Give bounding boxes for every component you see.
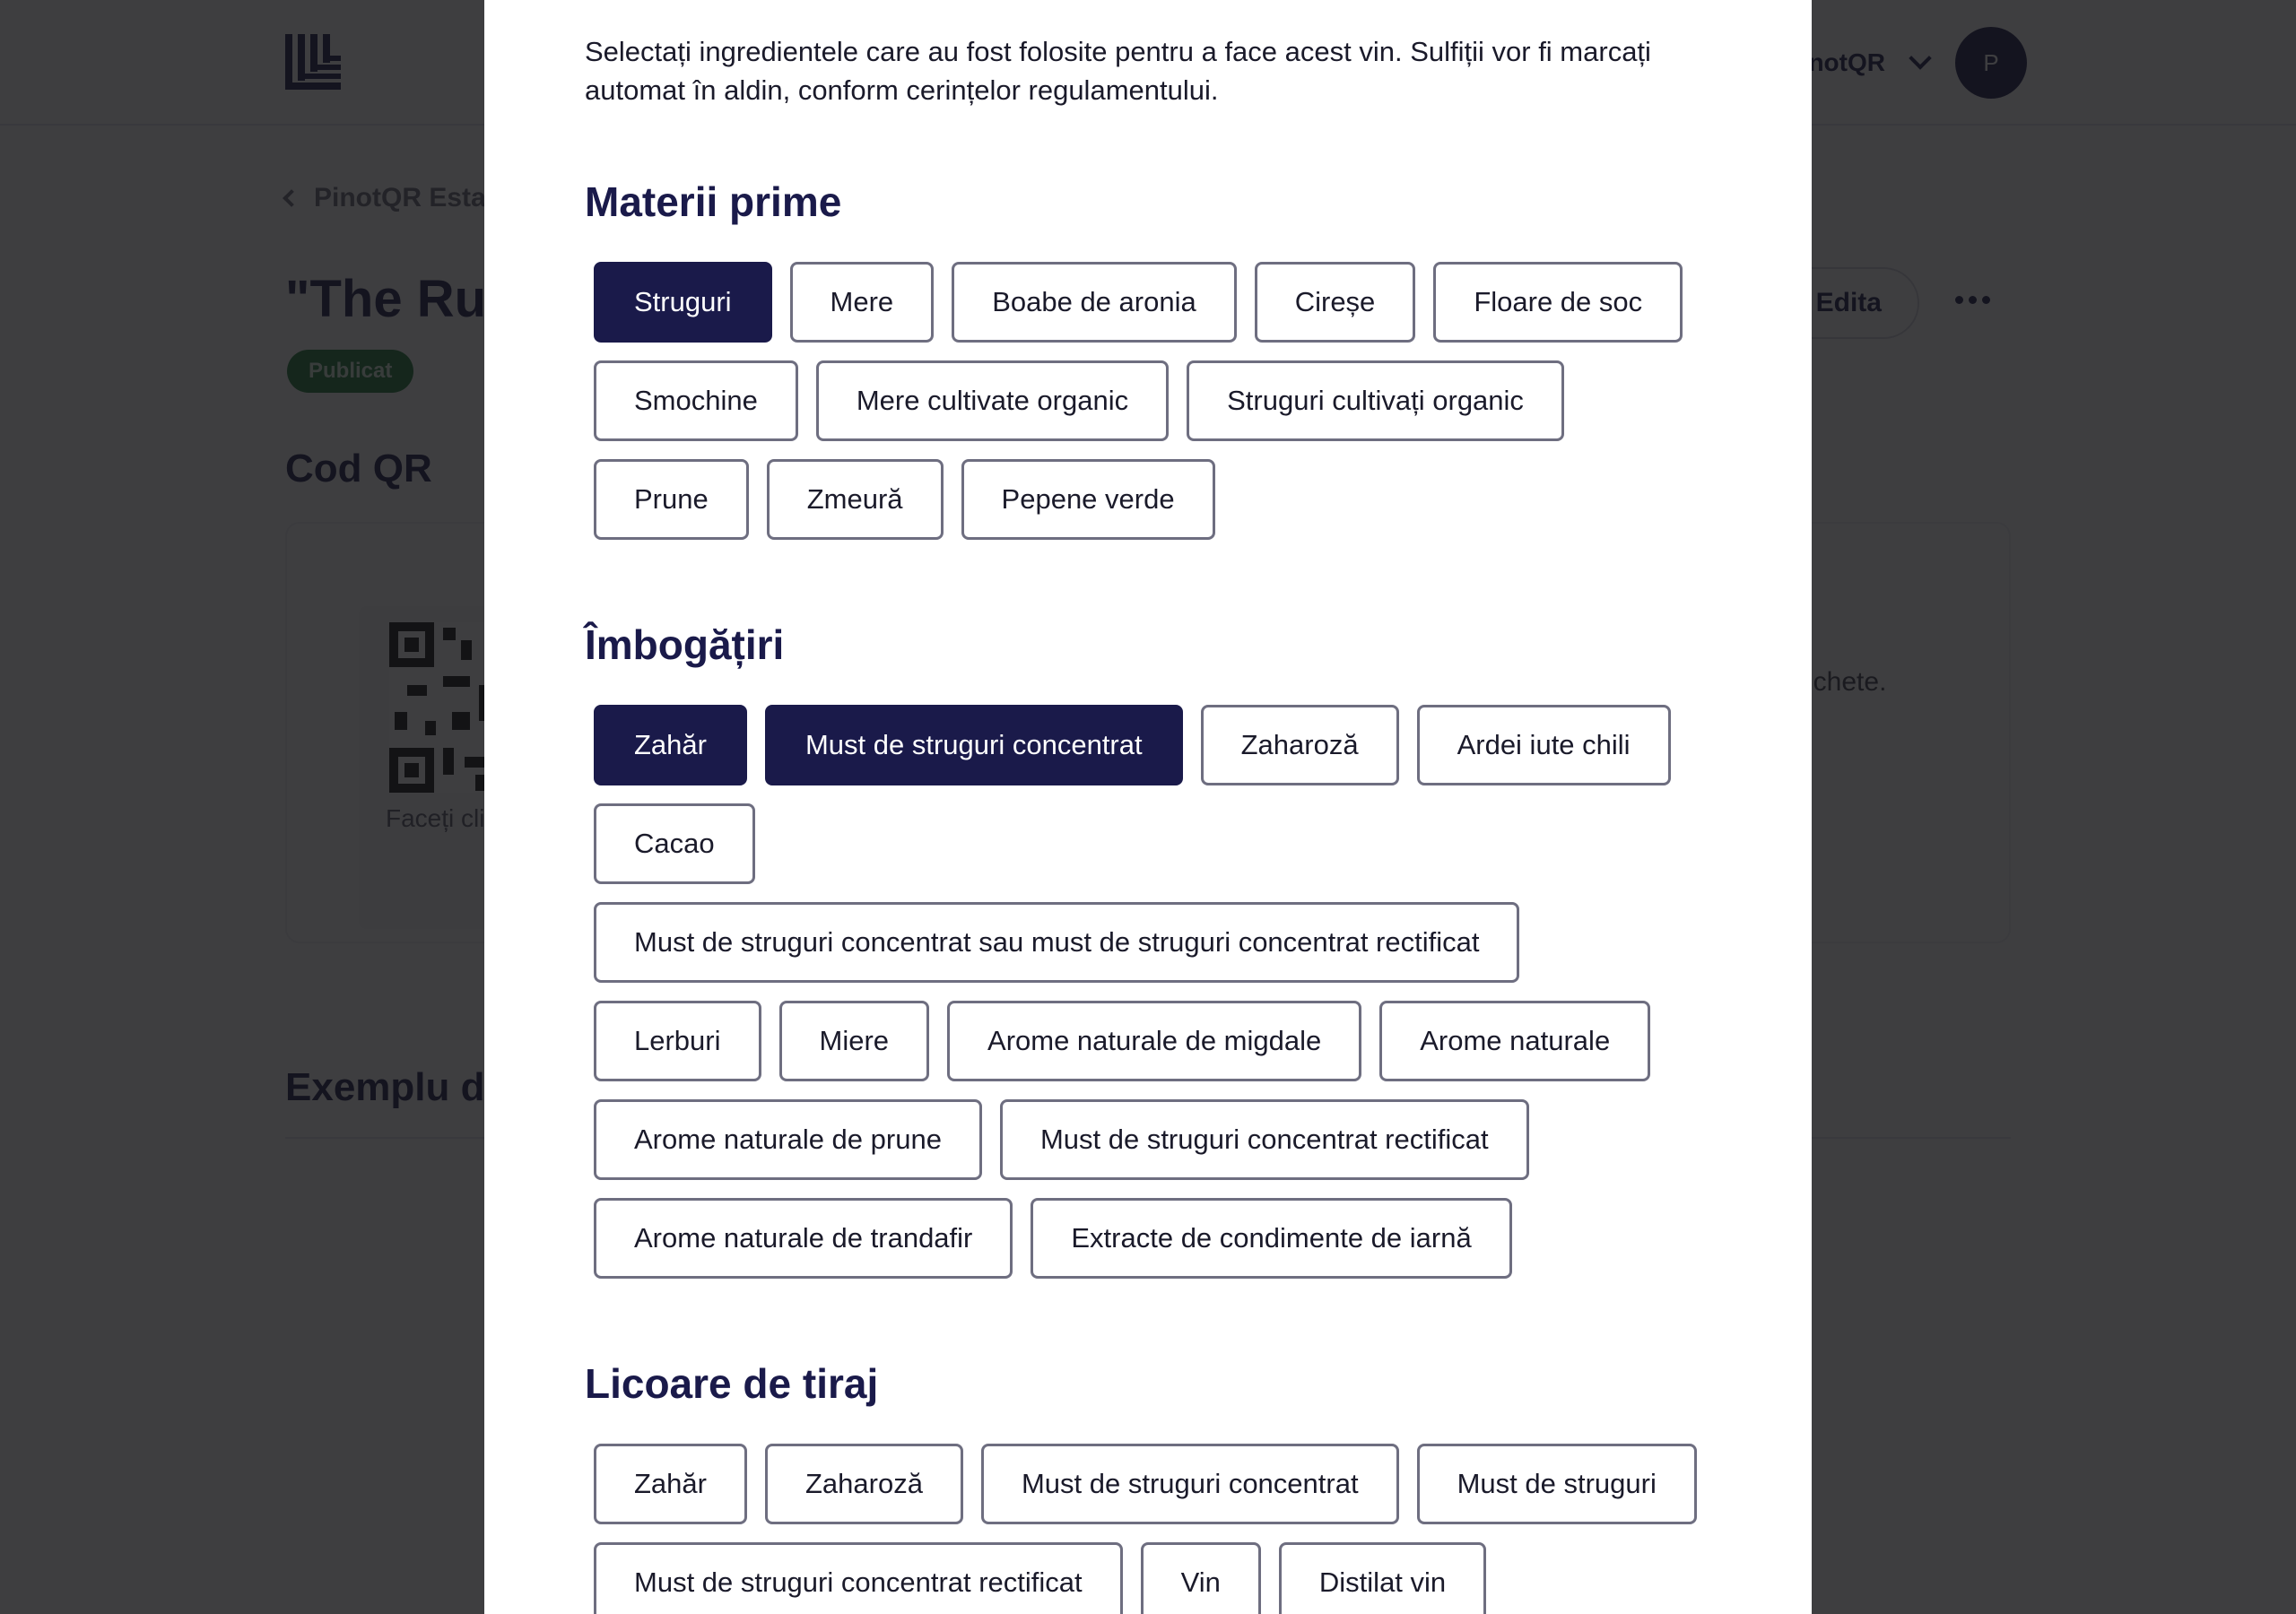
- ingredient-chip[interactable]: Pepene verde: [961, 459, 1215, 540]
- chip-row: [594, 1198, 1512, 1279]
- ingredients-modal: [484, 0, 1812, 1614]
- chip-row: [594, 902, 1519, 983]
- ingredient-chip[interactable]: Must de struguri concentrat: [765, 705, 1183, 785]
- chip-row: [594, 360, 1564, 441]
- ingredient-chip[interactable]: Zaharoză: [1201, 705, 1399, 785]
- ingredient-chip[interactable]: Arome naturale de trandafir: [594, 1198, 1013, 1279]
- ingredient-chip[interactable]: Mere: [790, 262, 935, 343]
- ingredient-chip[interactable]: Extracte de condimente de iarnă: [1031, 1198, 1511, 1279]
- ingredient-chip[interactable]: Struguri cultivați organic: [1187, 360, 1564, 441]
- chip-row: [594, 262, 1683, 343]
- ingredient-chip[interactable]: Must de struguri concentrat rectificat: [594, 1542, 1123, 1614]
- section-title-materii-prime: Materii prime: [585, 178, 842, 225]
- ingredient-chip[interactable]: Zahăr: [594, 1444, 747, 1524]
- ingredient-chip[interactable]: Prune: [594, 459, 749, 540]
- ingredient-chip[interactable]: Miere: [779, 1001, 930, 1081]
- section-title-imbogatiri: Îmbogățiri: [585, 621, 785, 668]
- ingredient-chip[interactable]: Ardei iute chili: [1417, 705, 1671, 785]
- ingredient-chip[interactable]: Must de struguri concentrat: [981, 1444, 1399, 1524]
- chip-row: [594, 1444, 1697, 1524]
- ingredient-chip[interactable]: Lerburi: [594, 1001, 761, 1081]
- section-title-licoare-de-tiraj: Licoare de tiraj: [585, 1360, 879, 1407]
- chip-row: [594, 459, 1215, 540]
- ingredient-chip[interactable]: Smochine: [594, 360, 798, 441]
- chip-row: [594, 1099, 1529, 1180]
- ingredient-chip[interactable]: Struguri: [594, 262, 772, 343]
- ingredient-chip[interactable]: Arome naturale: [1379, 1001, 1650, 1081]
- chip-row: [594, 705, 1671, 785]
- ingredient-chip[interactable]: Floare de soc: [1433, 262, 1683, 343]
- chip-row: [594, 1001, 1650, 1081]
- chip-row: [594, 803, 755, 884]
- ingredient-chip[interactable]: Must de struguri concentrat sau must de struguri concentrat rectificat: [594, 902, 1519, 983]
- ingredient-chip[interactable]: Must de struguri concentrat rectificat: [1000, 1099, 1529, 1180]
- chip-row: [594, 1542, 1486, 1614]
- ingredient-chip[interactable]: Cacao: [594, 803, 755, 884]
- ingredient-chip[interactable]: Must de struguri: [1417, 1444, 1697, 1524]
- ingredient-chip[interactable]: Arome naturale de migdale: [947, 1001, 1361, 1081]
- ingredient-chip[interactable]: Distilat vin: [1279, 1542, 1486, 1614]
- ingredient-chip[interactable]: Arome naturale de prune: [594, 1099, 982, 1180]
- ingredient-chip[interactable]: Boabe de aronia: [952, 262, 1237, 343]
- modal-intro-text: Selectați ingredientele care au fost folosite pentru a face acest vin. Sulfiții vor fi marcați automat în aldin, conform cerințelor regulamentului.: [585, 36, 1651, 106]
- ingredient-chip[interactable]: Zmeură: [767, 459, 944, 540]
- ingredient-chip[interactable]: Vin: [1141, 1542, 1261, 1614]
- ingredient-chip[interactable]: Zahăr: [594, 705, 747, 785]
- ingredient-chip[interactable]: Zaharoză: [765, 1444, 963, 1524]
- ingredient-chip[interactable]: Cireșe: [1255, 262, 1416, 343]
- ingredient-chip[interactable]: Mere cultivate organic: [816, 360, 1169, 441]
